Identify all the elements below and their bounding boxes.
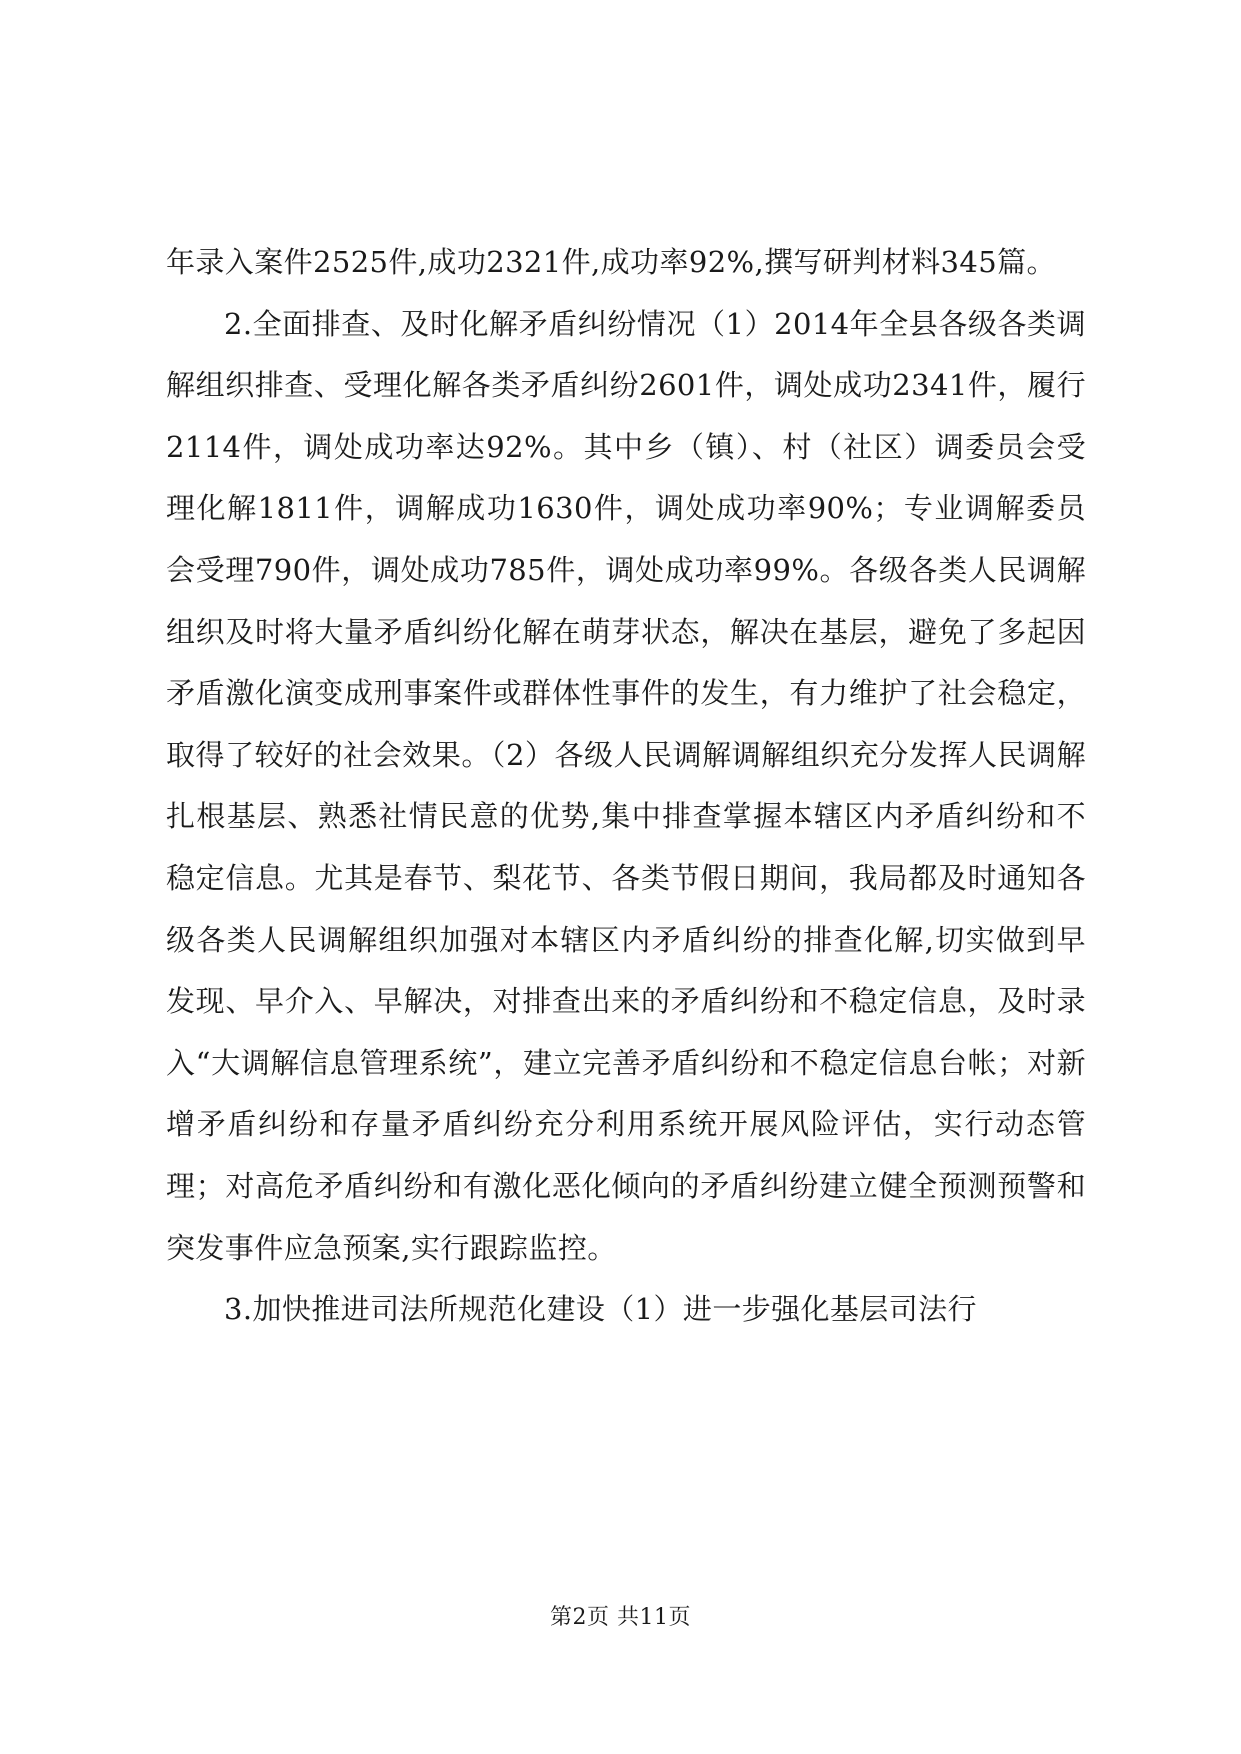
paragraph-section-2: 2.全面排查、及时化解矛盾纠纷情况（1）2014年全县各级各类调解组织排查、受理化解各类矛盾纠纷2601件，调处成功2341件，履行2114件，调处成功率达92%。其中乡（镇）、村（社区）调委员会受理化解1811件，调解成功1630件，调处成功率90%；专业调解委员会受理790件，调处成功785件，调处成功率99%。各级各类人民调解组织及时将大量矛盾纠纷化解在萌芽状态，解决在基层，避免了多起因矛盾激化演变成刑事案件或群体性事件的发生，有力维护了社会稳定，取得了较好的社会效果。（2）各级人民调解调解组织充分发挥人民调解扎根基层、熟悉社情民意的优势,集中排查掌握本辖区内矛盾纠纷和不稳定信息。尤其是春节、梨花节、各类节假日期间，我局都及时通知各级各类人民调解组织加强对本辖区内矛盾纠纷的排查化解,切实做到早发现、早介入、早解决，对排查出来的矛盾纠纷和不稳定信息，及时录入“大调解信息管理系统”，建立完善矛盾纠纷和不稳定信息台帐；对新增矛盾纠纷和存量矛盾纠纷充分利用系统开展风险评估，实行动态管理；对高危矛盾纠纷和有激化恶化倾向的矛盾纠纷建立健全预测预警和突发事件应急预案,实行跟踪监控。 <box>166 306 1086 1265</box>
paragraph-continuation: 年录入案件2525件,成功2321件,成功率92%,撰写研判材料345篇。 <box>166 245 1056 279</box>
page-number-footer: 第2页 共11页 <box>550 1605 691 1630</box>
paragraph-section-3: 3.加快推进司法所规范化建设（1）进一步强化基层司法行 <box>224 1292 977 1327</box>
document-body <box>166 232 1086 1341</box>
